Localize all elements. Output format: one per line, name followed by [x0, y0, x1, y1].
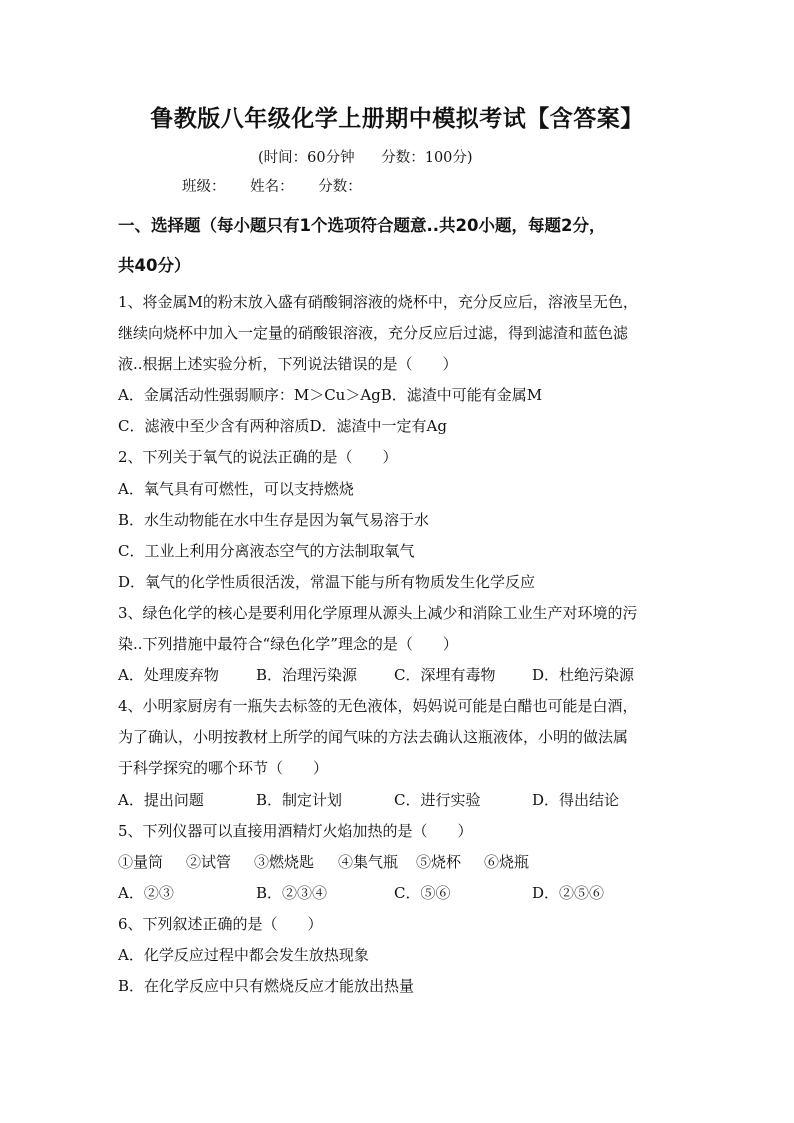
question-5-option-b: B．②③④	[256, 884, 328, 902]
question-2-text: 2、下列关于氧气的说法正确的是（ ）	[118, 448, 398, 466]
question-5-items	[118, 851, 529, 872]
question-4-option-b: B．制定计划	[256, 791, 343, 809]
section-heading: 一、选择题（每小题只有1个选项符合题意..共20小题，每题2分，	[118, 216, 606, 235]
question-3-text: 染..下列措施中最符合“绿色化学”理念的是（ ）	[118, 635, 458, 653]
student-info-fields	[182, 175, 382, 196]
question-1-text: 继续向烧杯中加入一定量的硝酸银溶液，充分反应后过滤，得到滤渣和蓝色滤	[118, 324, 629, 342]
question-5-item: ③燃烧匙	[254, 853, 315, 871]
question-4-option-d: D．得出结论	[532, 791, 620, 809]
question-4-options	[118, 789, 619, 810]
question-1-options: C．滤液中至少含有两种溶质D．滤渣中一定有Ag	[118, 417, 447, 435]
question-5-option-c: C．⑤⑥	[394, 884, 451, 902]
question-4-text: 于科学探究的哪个环节（ ）	[118, 759, 329, 777]
section-heading-cont: 共40分）	[118, 256, 191, 275]
question-1-text: 液..根据上述实验分析，下列说法错误的是（ ）	[118, 355, 458, 373]
question-5-option-d: D．②⑤⑥	[532, 884, 605, 902]
question-5-options	[118, 882, 604, 903]
question-5-item: ①量筒	[118, 853, 164, 871]
question-1-text: 1、将金属M的粉末放入盛有硝酸铜溶液的烧杯中，充分反应后，溶液呈无色，	[118, 293, 638, 311]
question-4-text: 4、小明家厨房有一瓶失去标签的无色液体，妈妈说可能是白醋也可能是白酒，	[118, 697, 638, 715]
exam-meta	[258, 146, 495, 167]
question-4-option-a: A．提出问题	[118, 791, 204, 809]
class-field-label: 班级：	[182, 179, 226, 195]
question-5-option-a: A．②③	[118, 884, 174, 902]
question-3-option-c: C．深埋有毒物	[394, 666, 496, 684]
question-3-option-d: D．杜绝污染源	[532, 666, 635, 684]
question-2-option-a: A．氧气具有可燃性，可以支持燃烧	[118, 480, 354, 498]
time-limit: (时间：60分钟	[258, 150, 355, 166]
page-title: 鲁教版八年级化学上册期中模拟考试【含答案】	[150, 106, 644, 132]
question-6-option-b: B．在化学反应中只有燃烧反应才能放出热量	[118, 977, 415, 995]
question-5-item: ②试管	[186, 853, 232, 871]
score-field-label: 分数：	[318, 179, 362, 195]
name-field-label: 姓名：	[250, 179, 294, 195]
question-5-item: ⑥烧瓶	[484, 853, 530, 871]
question-6-option-a: A．化学反应过程中都会发生放热现象	[118, 946, 369, 964]
question-4-option-c: C．进行实验	[394, 791, 481, 809]
question-5-item: ④集气瓶	[338, 853, 399, 871]
question-5-text: 5、下列仪器可以直接用酒精灯火焰加热的是（ ）	[118, 822, 473, 840]
question-6-text: 6、下列叙述正确的是（ ）	[118, 915, 323, 933]
question-5-item: ⑤烧杯	[416, 853, 462, 871]
question-4-text: 为了确认，小明按教材上所学的闻气味的方法去确认这瓶液体，小明的做法属	[118, 728, 629, 746]
question-3-option-b: B．治理污染源	[256, 666, 358, 684]
question-3-text: 3、绿色化学的核心是要利用化学原理从源头上减少和消除工业生产对环境的污	[118, 604, 638, 622]
total-score: 分数：100分)	[381, 150, 473, 166]
question-1-options: A．金属活动性强弱顺序：M＞Cu＞AgB．滤渣中可能有金属M	[118, 386, 543, 404]
question-3-options	[118, 664, 634, 685]
question-2-option-c: C．工业上利用分离液态空气的方法制取氧气	[118, 542, 415, 560]
question-2-option-b: B．水生动物能在水中生存是因为氧气易溶于水	[118, 511, 430, 529]
question-2-option-d: D．氧气的化学性质很活泼，常温下能与所有物质发生化学反应	[118, 573, 536, 591]
question-3-option-a: A．处理废弃物	[118, 666, 219, 684]
